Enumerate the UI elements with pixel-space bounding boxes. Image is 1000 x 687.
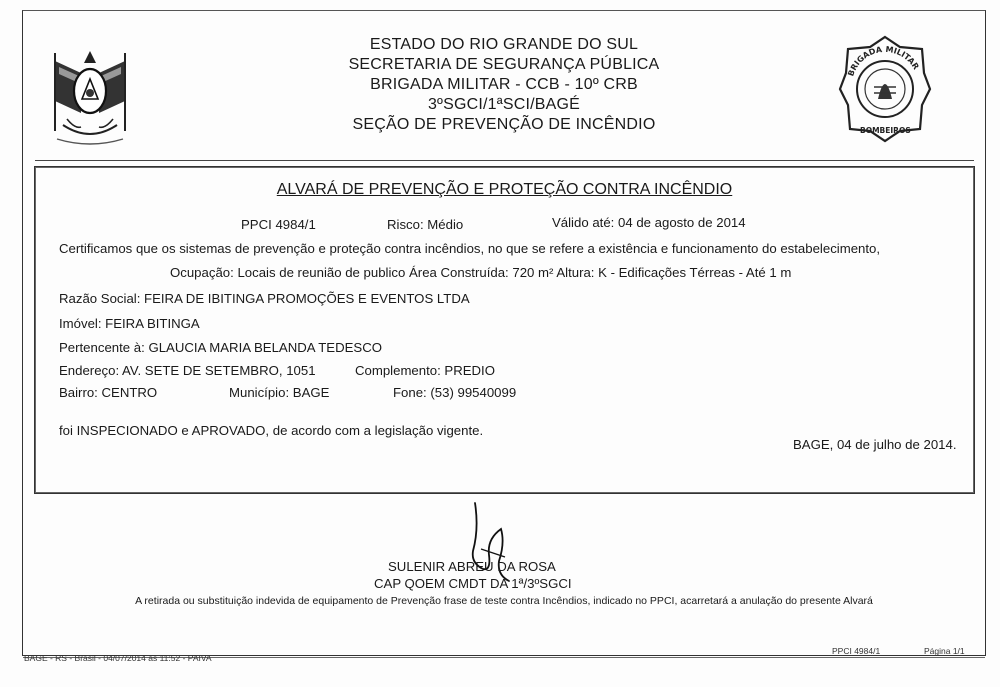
bairro: Bairro: CENTRO	[59, 385, 158, 400]
signer-role: CAP QOEM CMDT DA 1ª/3ºSGCI	[374, 576, 572, 591]
header-brigada: BRIGADA MILITAR - CCB - 10º CRB	[370, 76, 638, 93]
endereco: Endereço: AV. SETE DE SETEMBRO, 1051	[59, 363, 316, 378]
place-date: BAGE, 04 de julho de 2014.	[793, 437, 957, 452]
imovel: Imóvel: FEIRA BITINGA	[59, 316, 200, 331]
valid-until: Válido até: 04 de agosto de 2014	[552, 215, 746, 230]
header-unit: 3ºSGCI/1ªSCI/BAGÉ	[427, 96, 581, 113]
header-secretaria: SECRETARIA DE SEGURANÇA PÚBLICA	[348, 56, 660, 73]
certification-text: Certificamos que os sistemas de prevenção e proteção contra incêndios, no que se refere a existência e funcionamento do estabelecimento,	[59, 241, 881, 256]
document-sheet	[22, 10, 986, 656]
signer-name: SULENIR ABREU DA ROSA	[388, 559, 556, 574]
ppci-number: PPCI 4984/1	[241, 217, 316, 232]
certificate-title: ALVARÁ DE PREVENÇÃO E PROTEÇÃO CONTRA INCÊNDIO	[276, 181, 733, 198]
fone: Fone: (53) 99540099	[393, 385, 517, 400]
seal-top-text: BRIGADA MILITAR	[846, 44, 921, 78]
complemento: Complemento: PREDIO	[355, 363, 495, 378]
footer-ppci-ref: PPCI 4984/1	[832, 646, 881, 656]
certificate-box	[34, 166, 975, 494]
header-state: ESTADO DO RIO GRANDE DO SUL	[369, 36, 639, 53]
footer-origin: BAGE - RS - Brasil - 04/07/2014 às 11:52 - PAIVA	[24, 653, 212, 663]
footer-page-number: Página 1/1	[924, 646, 965, 656]
razao-social: Razão Social: FEIRA DE IBITINGA PROMOÇÕES E EVENTOS LTDA	[59, 291, 470, 306]
pertencente: Pertencente à: GLAUCIA MARIA BELANDA TEDESCO	[59, 340, 382, 355]
footer-note: A retirada ou substituição indevida de equipamento de Prevenção frase de teste contra Incêndios, indicado no PPCI, acarretará a anulação do presente Alvará	[135, 595, 873, 607]
risk-level: Risco: Médio	[387, 217, 464, 232]
seal-bottom-text: BOMBEIROS	[860, 126, 911, 135]
resultado-text: foi INSPECIONADO e APROVADO, de acordo com a legislação vigente.	[59, 423, 484, 438]
brigada-militar-bombeiros-seal-icon	[838, 33, 932, 143]
occupation-text: Ocupação: Locais de reunião de publico Área Construída: 720 m² Altura: K - Edificações Térreas - Até 1 m	[170, 265, 792, 280]
header-secao: SEÇÃO DE PREVENÇÃO DE INCÊNDIO	[352, 116, 656, 133]
municipio: Município: BAGE	[229, 385, 330, 400]
